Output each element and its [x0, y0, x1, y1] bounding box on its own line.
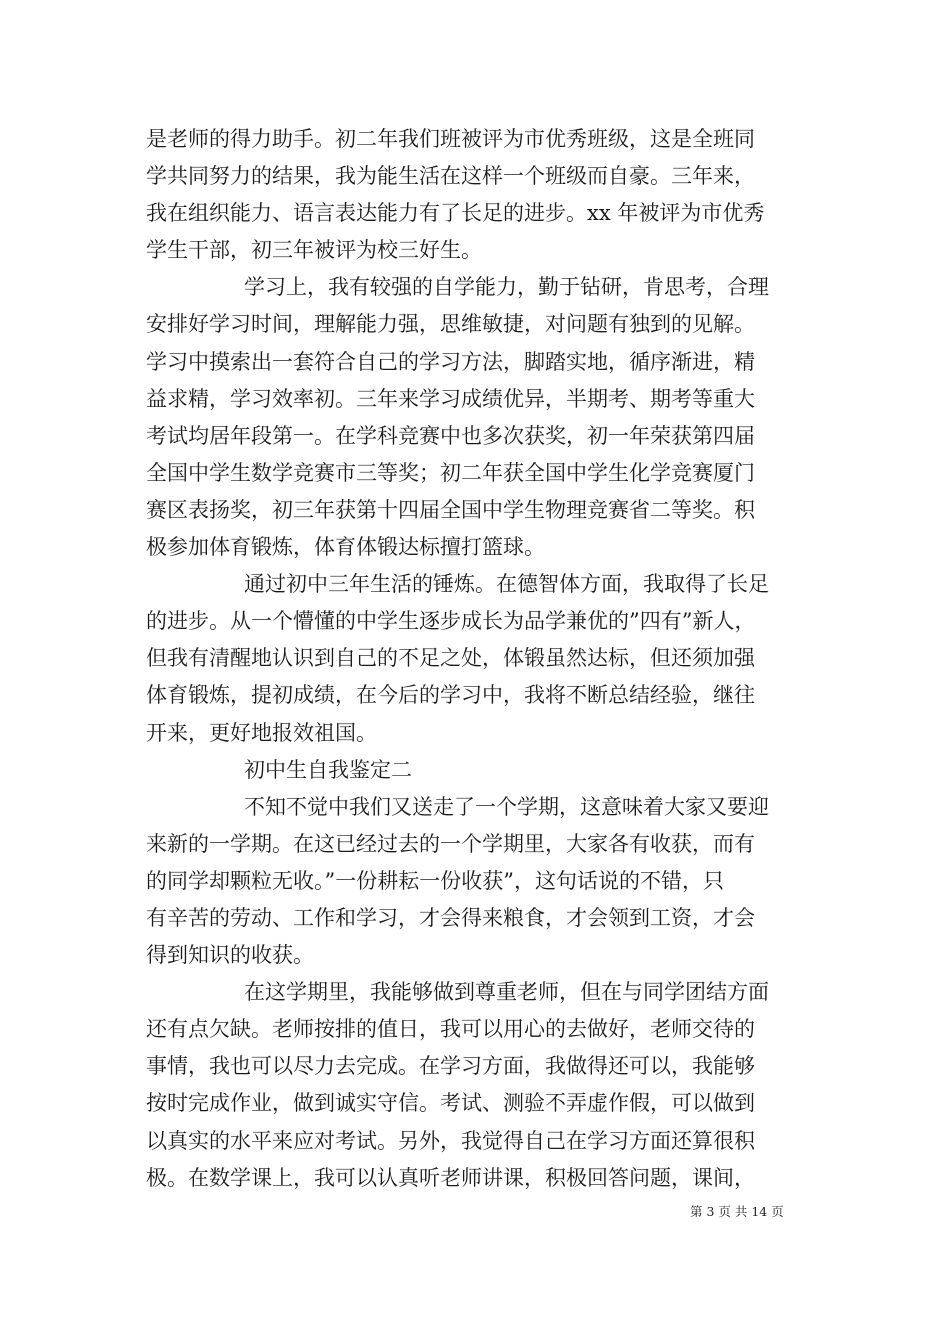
section-heading — [146, 752, 810, 789]
paragraph — [146, 566, 810, 751]
paragraph — [146, 269, 810, 566]
text-line: 我在组织能力、语言表达能力有了长足的进步。xx 年被评为市优秀 — [146, 201, 765, 226]
text-line: 学生干部，初三年被评为校三好生。 — [146, 238, 482, 263]
paragraph — [146, 789, 810, 974]
text-line: 的同学却颗粒无收。”一份耕耘一份收获”，这句话说的不错，只 — [146, 868, 724, 893]
text-line: 极参加体育锻炼，体育体锻达标擅打篮球。 — [146, 535, 545, 560]
page-number-footer: 第 3 页 共 14 页 — [690, 1204, 784, 1219]
text-line: 极。在数学课上，我可以认真听老师讲课，积极回答问题，课间， — [146, 1165, 755, 1190]
text-line: 在这学期里，我能够做到尊重老师，但在与同学团结方面 — [244, 980, 769, 1005]
text-line: 体育锻炼，提初成绩，在今后的学习中，我将不断总结经验，继往 — [146, 683, 755, 708]
text-line: 通过初中三年生活的锤炼。在德智体方面，我取得了长足 — [244, 572, 769, 597]
text-line: 开来，更好地报效祖国。 — [146, 720, 377, 745]
text-line: 还有点欠缺。老师按排的值日，我可以用心的去做好，老师交待的 — [146, 1017, 755, 1042]
text-line: 学习中摸索出一套符合自己的学习方法，脚踏实地，循序渐进，精 — [146, 349, 755, 374]
section-title: 初中生自我鉴定二 — [244, 757, 412, 782]
text-line: 有辛苦的劳动、工作和学习，才会得来粮食，才会领到工资，才会 — [146, 905, 755, 930]
paragraph — [146, 974, 810, 1197]
text-line: 得到知识的收获。 — [146, 943, 314, 968]
paragraph — [146, 121, 810, 269]
text-line: 不知不觉中我们又送走了一个学期，这意味着大家又要迎 — [244, 794, 769, 819]
text-line: 安排好学习时间，理解能力强，思维敏捷，对问题有独到的见解。 — [146, 312, 755, 337]
text-line: 是老师的得力助手。初二年我们班被评为市优秀班级，这是全班同 — [146, 127, 755, 151]
text-line: 赛区表扬奖，初三年获第十四届全国中学生物理竞赛省二等奖。积 — [146, 497, 755, 522]
text-line: 学习上，我有较强的自学能力，勤于钻研，肯思考，合理 — [244, 275, 769, 300]
body-text — [146, 121, 810, 1197]
text-line: 学共同努力的结果，我为能生活在这样一个班级而自豪。三年来， — [146, 164, 755, 189]
text-line: 以真实的水平来应对考试。另外，我觉得自己在学习方面还算很积 — [146, 1128, 755, 1153]
text-line: 全国中学生数学竞赛市三等奖；初二年获全国中学生化学竞赛厦门 — [146, 460, 755, 485]
text-line: 事情，我也可以尽力去完成。在学习方面，我做得还可以，我能够 — [146, 1054, 755, 1079]
text-line: 益求精，学习效率初。三年来学习成绩优异，半期考、期考等重大 — [146, 386, 755, 411]
text-line: 的进步。从一个懵懂的中学生逐步成长为品学兼优的”四有”新人， — [146, 609, 756, 634]
text-line: 但我有清醒地认识到自己的不足之处，体锻虽然达标，但还须加强 — [146, 646, 755, 671]
text-line: 考试均居年段第一。在学科竞赛中也多次获奖，初一年荣获第四届 — [146, 423, 755, 448]
text-line: 按时完成作业，做到诚实守信。考试、测验不弄虚作假，可以做到 — [146, 1091, 755, 1116]
text-line: 来新的一学期。在这已经过去的一个学期里，大家各有收获，而有 — [146, 831, 755, 856]
